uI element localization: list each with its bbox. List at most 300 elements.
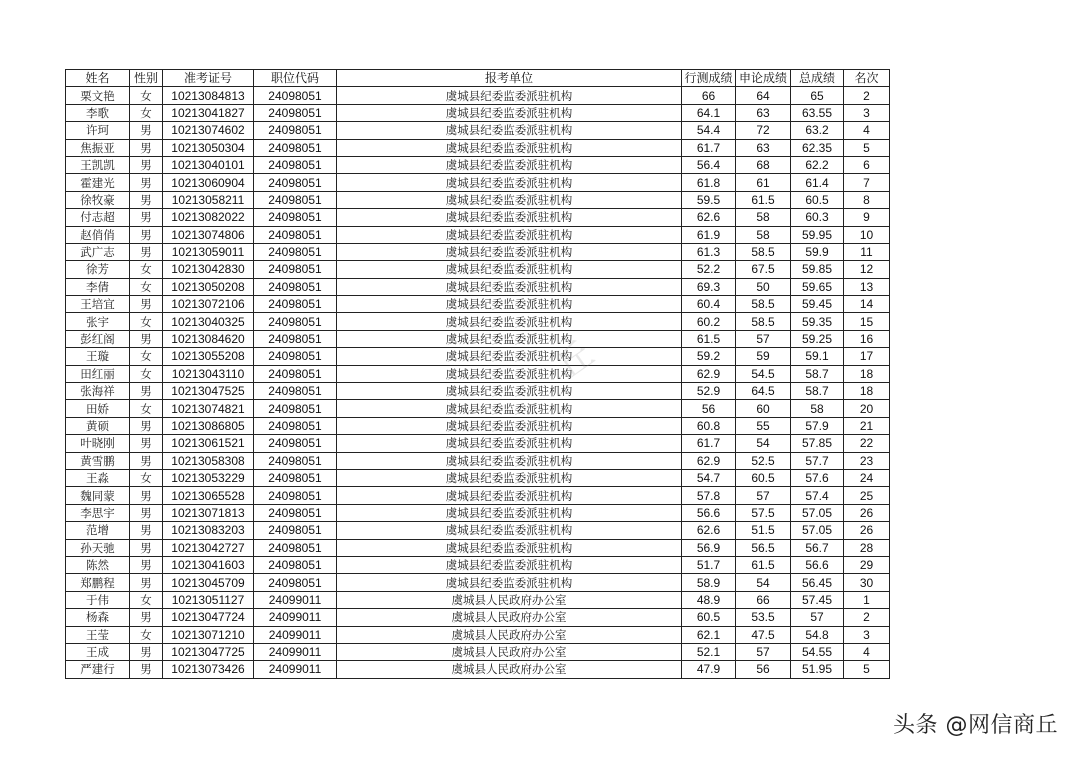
cell-total-score: 57.85	[791, 435, 844, 452]
cell-name: 严建行	[66, 661, 130, 678]
cell-name: 王莹	[66, 626, 130, 643]
cell-rank: 5	[844, 661, 890, 678]
cell-aptitude-score: 60.2	[682, 313, 736, 330]
cell-unit: 虞城县纪委监委派驻机构	[337, 226, 682, 243]
source-tag: 头条 @网信商丘	[893, 713, 1058, 738]
cell-aptitude-score: 62.9	[682, 452, 736, 469]
cell-gender: 女	[130, 365, 163, 382]
cell-total-score: 59.1	[791, 348, 844, 365]
cell-total-score: 57	[791, 609, 844, 626]
table-row	[66, 556, 890, 573]
cell-rank: 18	[844, 365, 890, 382]
cell-gender: 男	[130, 435, 163, 452]
table-row	[66, 156, 890, 173]
cell-aptitude-score: 59.2	[682, 348, 736, 365]
cell-rank: 6	[844, 156, 890, 173]
cell-ticket-no: 10213047724	[163, 609, 254, 626]
cell-essay-score: 56.5	[736, 539, 791, 556]
cell-name: 杨森	[66, 609, 130, 626]
score-table	[65, 69, 890, 679]
table-row	[66, 539, 890, 556]
cell-position-code: 24099011	[254, 626, 337, 643]
cell-position-code: 24098051	[254, 504, 337, 521]
cell-position-code: 24098051	[254, 435, 337, 452]
cell-name: 田娇	[66, 400, 130, 417]
table-row	[66, 226, 890, 243]
cell-essay-score: 63	[736, 139, 791, 156]
cell-name: 徐牧豪	[66, 191, 130, 208]
cell-gender: 女	[130, 348, 163, 365]
cell-position-code: 24098051	[254, 139, 337, 156]
cell-gender: 男	[130, 139, 163, 156]
cell-unit: 虞城县纪委监委派驻机构	[337, 417, 682, 434]
cell-position-code: 24099011	[254, 591, 337, 608]
cell-aptitude-score: 56.4	[682, 156, 736, 173]
cell-gender: 男	[130, 487, 163, 504]
cell-unit: 虞城县纪委监委派驻机构	[337, 313, 682, 330]
cell-essay-score: 67.5	[736, 261, 791, 278]
header-gender: 性别	[130, 70, 163, 87]
cell-total-score: 57.45	[791, 591, 844, 608]
cell-rank: 12	[844, 261, 890, 278]
table-row	[66, 313, 890, 330]
cell-total-score: 57.6	[791, 469, 844, 486]
cell-ticket-no: 10213084813	[163, 87, 254, 104]
table-row	[66, 87, 890, 104]
cell-ticket-no: 10213059011	[163, 243, 254, 260]
cell-name: 赵俏俏	[66, 226, 130, 243]
watermark: 丘	[548, 333, 602, 388]
cell-aptitude-score: 62.9	[682, 365, 736, 382]
cell-name: 栗文艳	[66, 87, 130, 104]
cell-rank: 18	[844, 383, 890, 400]
cell-unit: 虞城县纪委监委派驻机构	[337, 243, 682, 260]
cell-aptitude-score: 54.4	[682, 122, 736, 139]
cell-position-code: 24098051	[254, 556, 337, 573]
cell-name: 田红丽	[66, 365, 130, 382]
cell-unit: 虞城县人民政府办公室	[337, 643, 682, 660]
cell-unit: 虞城县纪委监委派驻机构	[337, 383, 682, 400]
cell-rank: 4	[844, 643, 890, 660]
cell-unit: 虞城县纪委监委派驻机构	[337, 209, 682, 226]
cell-essay-score: 60	[736, 400, 791, 417]
cell-gender: 女	[130, 626, 163, 643]
cell-rank: 2	[844, 609, 890, 626]
cell-name: 彭红阁	[66, 330, 130, 347]
cell-unit: 虞城县纪委监委派驻机构	[337, 261, 682, 278]
cell-total-score: 59.95	[791, 226, 844, 243]
cell-essay-score: 58	[736, 209, 791, 226]
cell-essay-score: 60.5	[736, 469, 791, 486]
cell-essay-score: 47.5	[736, 626, 791, 643]
cell-rank: 16	[844, 330, 890, 347]
cell-gender: 女	[130, 400, 163, 417]
header-essay-score: 申论成绩	[736, 70, 791, 87]
cell-essay-score: 59	[736, 348, 791, 365]
table-header-row	[66, 70, 890, 87]
cell-gender: 男	[130, 243, 163, 260]
cell-essay-score: 63	[736, 104, 791, 121]
cell-aptitude-score: 52.2	[682, 261, 736, 278]
cell-rank: 28	[844, 539, 890, 556]
cell-unit: 虞城县纪委监委派驻机构	[337, 330, 682, 347]
cell-ticket-no: 10213041827	[163, 104, 254, 121]
cell-position-code: 24098051	[254, 296, 337, 313]
cell-unit: 虞城县纪委监委派驻机构	[337, 296, 682, 313]
cell-ticket-no: 10213050304	[163, 139, 254, 156]
cell-essay-score: 64	[736, 87, 791, 104]
cell-unit: 虞城县纪委监委派驻机构	[337, 522, 682, 539]
cell-name: 许珂	[66, 122, 130, 139]
cell-essay-score: 56	[736, 661, 791, 678]
cell-total-score: 58.7	[791, 365, 844, 382]
cell-unit: 虞城县纪委监委派驻机构	[337, 174, 682, 191]
cell-ticket-no: 10213040325	[163, 313, 254, 330]
table-row	[66, 574, 890, 591]
cell-ticket-no: 10213043110	[163, 365, 254, 382]
cell-rank: 8	[844, 191, 890, 208]
cell-total-score: 61.4	[791, 174, 844, 191]
cell-rank: 23	[844, 452, 890, 469]
header-rank: 名次	[844, 70, 890, 87]
cell-name: 范增	[66, 522, 130, 539]
table-row	[66, 400, 890, 417]
cell-name: 孙天驰	[66, 539, 130, 556]
header-name: 姓名	[66, 70, 130, 87]
cell-essay-score: 61.5	[736, 191, 791, 208]
cell-aptitude-score: 61.8	[682, 174, 736, 191]
cell-rank: 11	[844, 243, 890, 260]
header-aptitude-score: 行测成绩	[682, 70, 736, 87]
cell-name: 张宇	[66, 313, 130, 330]
cell-total-score: 58.7	[791, 383, 844, 400]
cell-essay-score: 54	[736, 574, 791, 591]
table-row	[66, 122, 890, 139]
cell-aptitude-score: 56.9	[682, 539, 736, 556]
cell-ticket-no: 10213042830	[163, 261, 254, 278]
cell-rank: 25	[844, 487, 890, 504]
cell-unit: 虞城县纪委监委派驻机构	[337, 400, 682, 417]
cell-rank: 7	[844, 174, 890, 191]
table-row	[66, 435, 890, 452]
cell-position-code: 24098051	[254, 209, 337, 226]
cell-aptitude-score: 62.1	[682, 626, 736, 643]
cell-unit: 虞城县纪委监委派驻机构	[337, 348, 682, 365]
cell-rank: 24	[844, 469, 890, 486]
cell-ticket-no: 10213083203	[163, 522, 254, 539]
cell-essay-score: 61	[736, 174, 791, 191]
cell-unit: 虞城县纪委监委派驻机构	[337, 556, 682, 573]
cell-name: 李歌	[66, 104, 130, 121]
cell-position-code: 24098051	[254, 174, 337, 191]
cell-ticket-no: 10213050208	[163, 278, 254, 295]
cell-total-score: 63.55	[791, 104, 844, 121]
cell-unit: 虞城县纪委监委派驻机构	[337, 104, 682, 121]
cell-ticket-no: 10213040101	[163, 156, 254, 173]
cell-gender: 男	[130, 417, 163, 434]
cell-ticket-no: 10213055208	[163, 348, 254, 365]
cell-aptitude-score: 48.9	[682, 591, 736, 608]
cell-aptitude-score: 61.5	[682, 330, 736, 347]
table-row	[66, 591, 890, 608]
cell-unit: 虞城县纪委监委派驻机构	[337, 87, 682, 104]
table-row	[66, 504, 890, 521]
cell-ticket-no: 10213060904	[163, 174, 254, 191]
cell-total-score: 54.8	[791, 626, 844, 643]
cell-position-code: 24098051	[254, 383, 337, 400]
table-row	[66, 661, 890, 678]
cell-aptitude-score: 52.1	[682, 643, 736, 660]
cell-position-code: 24098051	[254, 522, 337, 539]
cell-rank: 14	[844, 296, 890, 313]
cell-total-score: 59.9	[791, 243, 844, 260]
cell-unit: 虞城县人民政府办公室	[337, 661, 682, 678]
table-row	[66, 243, 890, 260]
cell-position-code: 24098051	[254, 261, 337, 278]
cell-ticket-no: 10213071813	[163, 504, 254, 521]
cell-total-score: 56.6	[791, 556, 844, 573]
cell-essay-score: 58.5	[736, 296, 791, 313]
cell-position-code: 24099011	[254, 609, 337, 626]
cell-gender: 男	[130, 522, 163, 539]
table-row	[66, 209, 890, 226]
cell-total-score: 58	[791, 400, 844, 417]
cell-rank: 17	[844, 348, 890, 365]
cell-name: 黄硕	[66, 417, 130, 434]
cell-position-code: 24098051	[254, 191, 337, 208]
cell-ticket-no: 10213082022	[163, 209, 254, 226]
cell-aptitude-score: 58.9	[682, 574, 736, 591]
table-row	[66, 626, 890, 643]
cell-aptitude-score: 62.6	[682, 209, 736, 226]
cell-ticket-no: 10213047725	[163, 643, 254, 660]
cell-position-code: 24098051	[254, 122, 337, 139]
cell-ticket-no: 10213042727	[163, 539, 254, 556]
table-row	[66, 365, 890, 382]
cell-essay-score: 57	[736, 487, 791, 504]
cell-aptitude-score: 52.9	[682, 383, 736, 400]
cell-rank: 13	[844, 278, 890, 295]
cell-position-code: 24099011	[254, 661, 337, 678]
cell-ticket-no: 10213041603	[163, 556, 254, 573]
cell-ticket-no: 10213065528	[163, 487, 254, 504]
cell-unit: 虞城县纪委监委派驻机构	[337, 139, 682, 156]
cell-aptitude-score: 57.8	[682, 487, 736, 504]
cell-gender: 男	[130, 661, 163, 678]
cell-ticket-no: 10213073426	[163, 661, 254, 678]
cell-aptitude-score: 56.6	[682, 504, 736, 521]
cell-total-score: 57.05	[791, 522, 844, 539]
cell-name: 王璇	[66, 348, 130, 365]
cell-aptitude-score: 61.7	[682, 139, 736, 156]
table-row	[66, 452, 890, 469]
cell-essay-score: 64.5	[736, 383, 791, 400]
cell-aptitude-score: 59.5	[682, 191, 736, 208]
cell-aptitude-score: 54.7	[682, 469, 736, 486]
table-row	[66, 296, 890, 313]
cell-total-score: 60.3	[791, 209, 844, 226]
cell-position-code: 24098051	[254, 365, 337, 382]
cell-position-code: 24098051	[254, 243, 337, 260]
cell-aptitude-score: 61.9	[682, 226, 736, 243]
cell-essay-score: 57.5	[736, 504, 791, 521]
cell-unit: 虞城县纪委监委派驻机构	[337, 574, 682, 591]
cell-name: 王成	[66, 643, 130, 660]
cell-aptitude-score: 69.3	[682, 278, 736, 295]
cell-name: 陈然	[66, 556, 130, 573]
table-row	[66, 643, 890, 660]
table-row	[66, 261, 890, 278]
cell-ticket-no: 10213053229	[163, 469, 254, 486]
header-unit: 报考单位	[337, 70, 682, 87]
cell-rank: 4	[844, 122, 890, 139]
cell-essay-score: 58	[736, 226, 791, 243]
cell-position-code: 24098051	[254, 278, 337, 295]
cell-position-code: 24098051	[254, 226, 337, 243]
cell-ticket-no: 10213074806	[163, 226, 254, 243]
cell-gender: 男	[130, 539, 163, 556]
cell-ticket-no: 10213074821	[163, 400, 254, 417]
cell-aptitude-score: 60.4	[682, 296, 736, 313]
cell-gender: 男	[130, 156, 163, 173]
cell-gender: 男	[130, 174, 163, 191]
cell-rank: 26	[844, 504, 890, 521]
cell-gender: 女	[130, 591, 163, 608]
cell-unit: 虞城县纪委监委派驻机构	[337, 191, 682, 208]
cell-unit: 虞城县纪委监委派驻机构	[337, 122, 682, 139]
cell-unit: 虞城县纪委监委派驻机构	[337, 504, 682, 521]
cell-gender: 男	[130, 452, 163, 469]
cell-gender: 男	[130, 191, 163, 208]
cell-rank: 29	[844, 556, 890, 573]
cell-gender: 女	[130, 313, 163, 330]
cell-aptitude-score: 60.5	[682, 609, 736, 626]
cell-total-score: 62.35	[791, 139, 844, 156]
cell-name: 李倩	[66, 278, 130, 295]
table-row	[66, 139, 890, 156]
cell-unit: 虞城县纪委监委派驻机构	[337, 539, 682, 556]
cell-position-code: 24098051	[254, 330, 337, 347]
cell-position-code: 24098051	[254, 417, 337, 434]
cell-ticket-no: 10213047525	[163, 383, 254, 400]
cell-aptitude-score: 56	[682, 400, 736, 417]
cell-total-score: 57.05	[791, 504, 844, 521]
table-row	[66, 278, 890, 295]
cell-position-code: 24098051	[254, 487, 337, 504]
cell-position-code: 24098051	[254, 348, 337, 365]
cell-rank: 1	[844, 591, 890, 608]
cell-total-score: 65	[791, 87, 844, 104]
cell-total-score: 56.7	[791, 539, 844, 556]
cell-unit: 虞城县纪委监委派驻机构	[337, 156, 682, 173]
cell-gender: 男	[130, 296, 163, 313]
cell-aptitude-score: 62.6	[682, 522, 736, 539]
cell-name: 王淼	[66, 469, 130, 486]
cell-gender: 男	[130, 643, 163, 660]
cell-gender: 男	[130, 383, 163, 400]
cell-total-score: 59.85	[791, 261, 844, 278]
cell-ticket-no: 10213086805	[163, 417, 254, 434]
cell-unit: 虞城县纪委监委派驻机构	[337, 487, 682, 504]
cell-essay-score: 66	[736, 591, 791, 608]
cell-gender: 男	[130, 209, 163, 226]
table-row	[66, 348, 890, 365]
cell-unit: 虞城县纪委监委派驻机构	[337, 452, 682, 469]
cell-total-score: 57.7	[791, 452, 844, 469]
cell-name: 叶晓刚	[66, 435, 130, 452]
cell-total-score: 56.45	[791, 574, 844, 591]
cell-name: 魏同蒙	[66, 487, 130, 504]
cell-gender: 女	[130, 469, 163, 486]
cell-total-score: 57.9	[791, 417, 844, 434]
cell-total-score: 59.45	[791, 296, 844, 313]
table-body	[66, 87, 890, 678]
cell-gender: 女	[130, 278, 163, 295]
cell-name: 付志超	[66, 209, 130, 226]
cell-name: 黄雪鹏	[66, 452, 130, 469]
cell-position-code: 24098051	[254, 452, 337, 469]
cell-ticket-no: 10213074602	[163, 122, 254, 139]
cell-gender: 女	[130, 261, 163, 278]
cell-aptitude-score: 64.1	[682, 104, 736, 121]
cell-position-code: 24098051	[254, 539, 337, 556]
header-position-code: 职位代码	[254, 70, 337, 87]
cell-gender: 男	[130, 556, 163, 573]
cell-essay-score: 61.5	[736, 556, 791, 573]
cell-gender: 男	[130, 122, 163, 139]
cell-essay-score: 55	[736, 417, 791, 434]
cell-name: 焦振亚	[66, 139, 130, 156]
cell-rank: 9	[844, 209, 890, 226]
cell-essay-score: 58.5	[736, 313, 791, 330]
cell-ticket-no: 10213072106	[163, 296, 254, 313]
cell-aptitude-score: 51.7	[682, 556, 736, 573]
cell-aptitude-score: 47.9	[682, 661, 736, 678]
cell-rank: 3	[844, 626, 890, 643]
table-row	[66, 487, 890, 504]
cell-gender: 男	[130, 226, 163, 243]
cell-total-score: 59.25	[791, 330, 844, 347]
table-row	[66, 174, 890, 191]
table-row	[66, 330, 890, 347]
table-row	[66, 417, 890, 434]
cell-gender: 男	[130, 609, 163, 626]
header-ticket-no: 准考证号	[163, 70, 254, 87]
cell-total-score: 54.55	[791, 643, 844, 660]
table-row	[66, 522, 890, 539]
cell-gender: 男	[130, 330, 163, 347]
cell-position-code: 24098051	[254, 574, 337, 591]
cell-name: 霍建光	[66, 174, 130, 191]
cell-total-score: 57.4	[791, 487, 844, 504]
table-row	[66, 191, 890, 208]
cell-ticket-no: 10213058308	[163, 452, 254, 469]
cell-essay-score: 57	[736, 643, 791, 660]
cell-total-score: 59.65	[791, 278, 844, 295]
cell-rank: 2	[844, 87, 890, 104]
cell-essay-score: 50	[736, 278, 791, 295]
cell-unit: 虞城县人民政府办公室	[337, 591, 682, 608]
cell-essay-score: 68	[736, 156, 791, 173]
cell-ticket-no: 10213084620	[163, 330, 254, 347]
cell-position-code: 24098051	[254, 313, 337, 330]
cell-aptitude-score: 61.7	[682, 435, 736, 452]
cell-unit: 虞城县纪委监委派驻机构	[337, 469, 682, 486]
cell-name: 李思宇	[66, 504, 130, 521]
cell-essay-score: 52.5	[736, 452, 791, 469]
cell-rank: 10	[844, 226, 890, 243]
cell-essay-score: 54.5	[736, 365, 791, 382]
